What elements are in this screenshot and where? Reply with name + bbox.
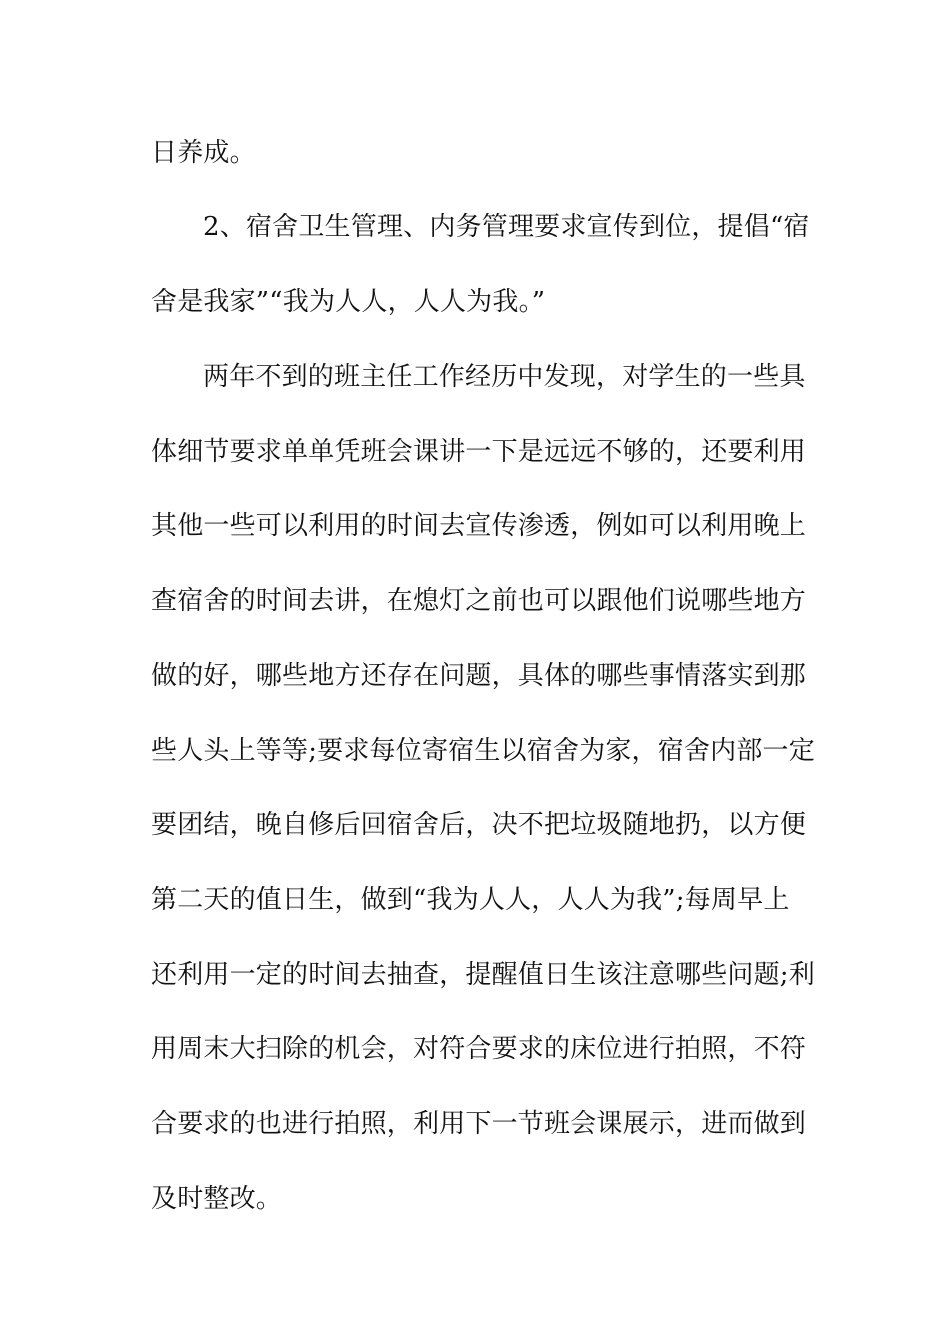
text-line: 2、宿舍卫生管理、内务管理要求宣传到位，提倡“宿 [203, 212, 810, 242]
text-line: 其他一些可以利用的时间去宣传渗透，例如可以利用晚上 [151, 511, 807, 541]
text-line: 第二天的值日生，做到“我为人人，人人为我”;每周早上 [151, 885, 790, 915]
text-line: 舍是我家”“我为人人，人人为我。” [151, 287, 546, 317]
text-line: 及时整改。 [151, 1184, 283, 1214]
text-line: 合要求的也进行拍照，利用下一节班会课展示，进而做到 [151, 1109, 807, 1139]
text-line: 两年不到的班主任工作经历中发现，对学生的一些具 [203, 362, 806, 392]
text-line: 体细节要求单单凭班会课讲一下是远远不够的，还要利用 [151, 437, 807, 467]
text-line: 日养成。 [151, 138, 256, 168]
text-line: 些人头上等等;要求每位寄宿生以宿舍为家，宿舍内部一定 [151, 736, 815, 766]
text-line: 查宿舍的时间去讲，在熄灯之前也可以跟他们说哪些地方 [151, 586, 807, 616]
text-line: 还利用一定的时间去抽查，提醒值日生该注意哪些问题;利 [151, 960, 815, 990]
text-line: 做的好，哪些地方还存在问题，具体的哪些事情落实到那 [151, 661, 807, 691]
text-line: 要团结，晚自修后回宿舍后，决不把垃圾随地扔，以方便 [151, 810, 807, 840]
text-line: 用周末大扫除的机会，对符合要求的床位进行拍照，不符 [151, 1034, 807, 1064]
